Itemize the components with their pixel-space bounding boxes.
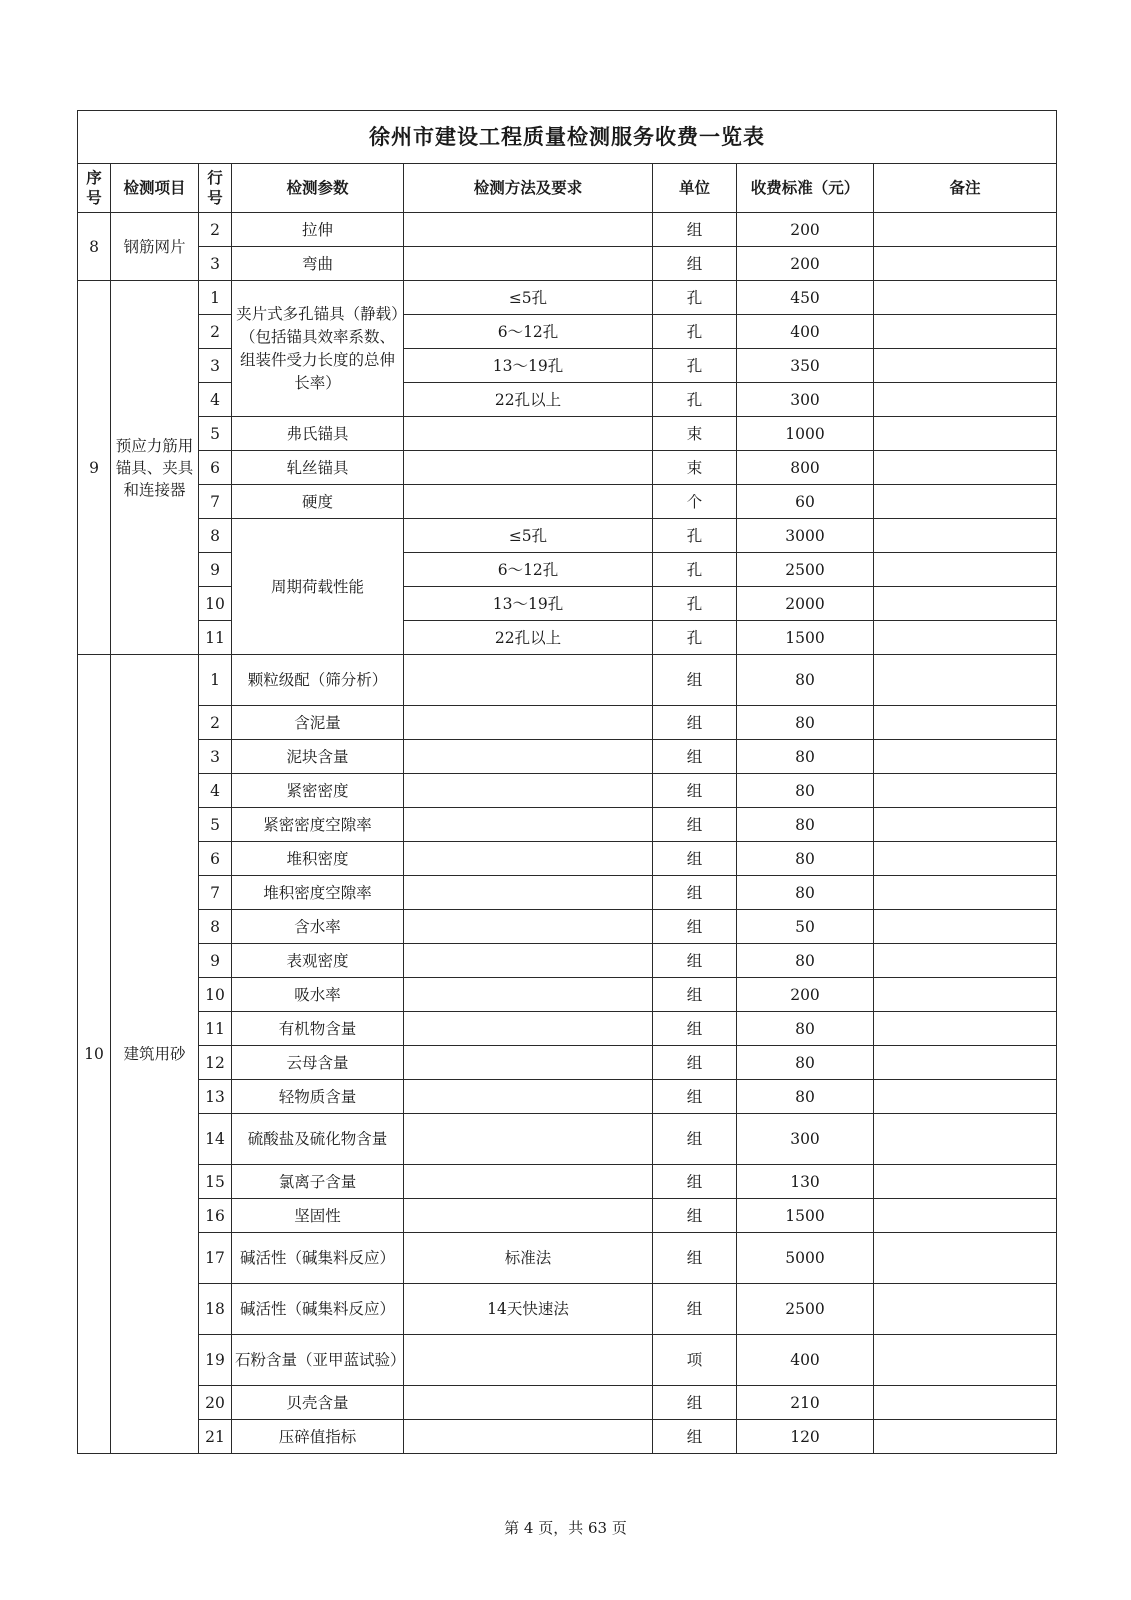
fee-cell: 80 — [737, 1046, 874, 1080]
note-cell — [874, 349, 1057, 383]
table-row — [78, 1080, 1057, 1114]
param-cell: 周期荷载性能 — [232, 519, 404, 655]
method-cell — [404, 910, 653, 944]
table-row — [78, 1012, 1057, 1046]
seq-cell: 9 — [78, 281, 111, 655]
fee-table — [77, 110, 1057, 1454]
fee-cell: 130 — [737, 1165, 874, 1199]
unit-cell: 孔 — [653, 621, 737, 655]
method-cell — [404, 451, 653, 485]
param-cell: 有机物含量 — [232, 1012, 404, 1046]
param-cell: 贝壳含量 — [232, 1386, 404, 1420]
method-cell — [404, 1335, 653, 1386]
method-cell — [404, 417, 653, 451]
param-cell: 吸水率 — [232, 978, 404, 1012]
table-row — [78, 587, 1057, 621]
line-cell: 9 — [199, 553, 232, 587]
fee-cell: 80 — [737, 655, 874, 706]
fee-cell: 80 — [737, 740, 874, 774]
table-row — [78, 808, 1057, 842]
note-cell — [874, 247, 1057, 281]
page-footer: 第 4 页，共 63 页 — [504, 1519, 627, 1537]
method-cell — [404, 978, 653, 1012]
table-row — [78, 1335, 1057, 1386]
method-cell: ≤5孔 — [404, 519, 653, 553]
table-row — [78, 553, 1057, 587]
param-cell: 云母含量 — [232, 1046, 404, 1080]
table-row — [78, 1386, 1057, 1420]
note-cell — [874, 519, 1057, 553]
method-cell — [404, 1199, 653, 1233]
param-cell: 表观密度 — [232, 944, 404, 978]
fee-cell: 50 — [737, 910, 874, 944]
line-cell: 6 — [199, 842, 232, 876]
method-cell — [404, 740, 653, 774]
method-cell — [404, 1012, 653, 1046]
method-cell — [404, 808, 653, 842]
fee-cell: 120 — [737, 1420, 874, 1454]
note-cell — [874, 315, 1057, 349]
note-cell — [874, 706, 1057, 740]
param-cell: 碱活性（碱集料反应） — [232, 1233, 404, 1284]
method-cell — [404, 247, 653, 281]
note-cell — [874, 944, 1057, 978]
fee-cell: 200 — [737, 978, 874, 1012]
item-cell: 建筑用砂 — [111, 655, 199, 1454]
table-row — [78, 842, 1057, 876]
table-row — [78, 315, 1057, 349]
line-cell: 1 — [199, 655, 232, 706]
method-cell: 13～19孔 — [404, 587, 653, 621]
unit-cell: 组 — [653, 1165, 737, 1199]
param-cell: 颗粒级配（筛分析） — [232, 655, 404, 706]
fee-cell: 80 — [737, 842, 874, 876]
note-cell — [874, 587, 1057, 621]
method-cell: 14天快速法 — [404, 1284, 653, 1335]
line-cell: 9 — [199, 944, 232, 978]
unit-cell: 组 — [653, 910, 737, 944]
note-cell — [874, 808, 1057, 842]
fee-cell: 2000 — [737, 587, 874, 621]
header-note: 备注 — [874, 164, 1057, 213]
unit-cell: 孔 — [653, 383, 737, 417]
unit-cell: 组 — [653, 1046, 737, 1080]
line-cell: 5 — [199, 808, 232, 842]
fee-cell: 80 — [737, 808, 874, 842]
table-row — [78, 1233, 1057, 1284]
note-cell — [874, 1335, 1057, 1386]
unit-cell: 孔 — [653, 281, 737, 315]
method-cell — [404, 485, 653, 519]
note-cell — [874, 383, 1057, 417]
header-line: 行号 — [199, 164, 232, 213]
note-cell — [874, 655, 1057, 706]
param-cell: 弗氏锚具 — [232, 417, 404, 451]
line-cell: 3 — [199, 349, 232, 383]
method-cell — [404, 213, 653, 247]
fee-cell: 5000 — [737, 1233, 874, 1284]
param-cell: 夹片式多孔锚具（静载）（包括锚具效率系数、组装件受力长度的总伸长率） — [232, 281, 404, 417]
fee-cell: 80 — [737, 876, 874, 910]
note-cell — [874, 1046, 1057, 1080]
param-cell: 紧密密度空隙率 — [232, 808, 404, 842]
table-row — [78, 1420, 1057, 1454]
unit-cell: 组 — [653, 1114, 737, 1165]
param-cell: 氯离子含量 — [232, 1165, 404, 1199]
fee-cell: 200 — [737, 213, 874, 247]
table-row — [78, 417, 1057, 451]
header-fee: 收费标准（元） — [737, 164, 874, 213]
fee-cell: 1000 — [737, 417, 874, 451]
line-cell: 21 — [199, 1420, 232, 1454]
table-row — [78, 621, 1057, 655]
method-cell — [404, 1080, 653, 1114]
line-cell: 3 — [199, 740, 232, 774]
line-cell: 2 — [199, 706, 232, 740]
param-cell: 弯曲 — [232, 247, 404, 281]
unit-cell: 组 — [653, 213, 737, 247]
unit-cell: 组 — [653, 247, 737, 281]
unit-cell: 孔 — [653, 553, 737, 587]
header-method: 检测方法及要求 — [404, 164, 653, 213]
table-row — [78, 451, 1057, 485]
line-cell: 10 — [199, 978, 232, 1012]
note-cell — [874, 553, 1057, 587]
method-cell: 13～19孔 — [404, 349, 653, 383]
method-cell — [404, 876, 653, 910]
unit-cell: 个 — [653, 485, 737, 519]
line-cell: 15 — [199, 1165, 232, 1199]
fee-cell: 3000 — [737, 519, 874, 553]
fee-cell: 300 — [737, 383, 874, 417]
method-cell: 22孔以上 — [404, 621, 653, 655]
table-row — [78, 706, 1057, 740]
table-row — [78, 519, 1057, 553]
method-cell: ≤5孔 — [404, 281, 653, 315]
param-cell: 堆积密度 — [232, 842, 404, 876]
table-row — [78, 1114, 1057, 1165]
param-cell: 含水率 — [232, 910, 404, 944]
fee-cell: 800 — [737, 451, 874, 485]
unit-cell: 组 — [653, 808, 737, 842]
line-cell: 12 — [199, 1046, 232, 1080]
fee-cell: 80 — [737, 944, 874, 978]
fee-cell: 300 — [737, 1114, 874, 1165]
param-cell: 轧丝锚具 — [232, 451, 404, 485]
seq-cell: 8 — [78, 213, 111, 281]
method-cell — [404, 944, 653, 978]
unit-cell: 组 — [653, 1012, 737, 1046]
unit-cell: 组 — [653, 876, 737, 910]
unit-cell: 孔 — [653, 315, 737, 349]
table-row — [78, 1284, 1057, 1335]
unit-cell: 孔 — [653, 519, 737, 553]
unit-cell: 孔 — [653, 587, 737, 621]
method-cell — [404, 1420, 653, 1454]
method-cell: 22孔以上 — [404, 383, 653, 417]
unit-cell: 组 — [653, 944, 737, 978]
param-cell: 碱活性（碱集料反应） — [232, 1284, 404, 1335]
table-row — [78, 774, 1057, 808]
line-cell: 6 — [199, 451, 232, 485]
unit-cell: 组 — [653, 1284, 737, 1335]
line-cell: 16 — [199, 1199, 232, 1233]
fee-cell: 80 — [737, 774, 874, 808]
table-row — [78, 944, 1057, 978]
fee-cell: 80 — [737, 706, 874, 740]
line-cell: 5 — [199, 417, 232, 451]
note-cell — [874, 1233, 1057, 1284]
note-cell — [874, 978, 1057, 1012]
line-cell: 20 — [199, 1386, 232, 1420]
line-cell: 19 — [199, 1335, 232, 1386]
note-cell — [874, 910, 1057, 944]
method-cell: 标准法 — [404, 1233, 653, 1284]
method-cell: 6～12孔 — [404, 553, 653, 587]
unit-cell: 组 — [653, 706, 737, 740]
table-body — [78, 213, 1057, 1454]
table-row — [78, 281, 1057, 315]
header-item: 检测项目 — [111, 164, 199, 213]
line-cell: 7 — [199, 485, 232, 519]
line-cell: 11 — [199, 1012, 232, 1046]
fee-cell: 350 — [737, 349, 874, 383]
unit-cell: 组 — [653, 842, 737, 876]
param-cell: 紧密密度 — [232, 774, 404, 808]
note-cell — [874, 485, 1057, 519]
unit-cell: 组 — [653, 655, 737, 706]
table-row — [78, 1046, 1057, 1080]
fee-cell: 400 — [737, 315, 874, 349]
note-cell — [874, 740, 1057, 774]
note-cell — [874, 1165, 1057, 1199]
unit-cell: 组 — [653, 740, 737, 774]
param-cell: 硬度 — [232, 485, 404, 519]
note-cell — [874, 451, 1057, 485]
seq-cell: 10 — [78, 655, 111, 1454]
line-cell: 2 — [199, 213, 232, 247]
table-row — [78, 655, 1057, 706]
param-cell: 轻物质含量 — [232, 1080, 404, 1114]
param-cell: 坚固性 — [232, 1199, 404, 1233]
note-cell — [874, 1080, 1057, 1114]
table-row — [78, 213, 1057, 247]
method-cell — [404, 1114, 653, 1165]
unit-cell: 组 — [653, 1233, 737, 1284]
note-cell — [874, 842, 1057, 876]
param-cell: 石粉含量（亚甲蓝试验） — [232, 1335, 404, 1386]
item-cell: 预应力筋用锚具、夹具和连接器 — [111, 281, 199, 655]
table-row — [78, 1199, 1057, 1233]
header-param: 检测参数 — [232, 164, 404, 213]
table-row — [78, 485, 1057, 519]
method-cell — [404, 1165, 653, 1199]
method-cell — [404, 842, 653, 876]
line-cell: 18 — [199, 1284, 232, 1335]
table-row — [78, 349, 1057, 383]
unit-cell: 组 — [653, 774, 737, 808]
note-cell — [874, 213, 1057, 247]
table-row — [78, 876, 1057, 910]
table-row — [78, 910, 1057, 944]
line-cell: 13 — [199, 1080, 232, 1114]
table-row — [78, 978, 1057, 1012]
param-cell: 拉伸 — [232, 213, 404, 247]
param-cell: 堆积密度空隙率 — [232, 876, 404, 910]
header-seq: 序号 — [78, 164, 111, 213]
line-cell: 2 — [199, 315, 232, 349]
fee-cell: 60 — [737, 485, 874, 519]
fee-cell: 1500 — [737, 621, 874, 655]
line-cell: 3 — [199, 247, 232, 281]
param-cell: 含泥量 — [232, 706, 404, 740]
unit-cell: 项 — [653, 1335, 737, 1386]
fee-cell: 2500 — [737, 1284, 874, 1335]
table-row — [78, 740, 1057, 774]
note-cell — [874, 774, 1057, 808]
fee-cell: 200 — [737, 247, 874, 281]
param-cell: 压碎值指标 — [232, 1420, 404, 1454]
note-cell — [874, 1420, 1057, 1454]
header-unit: 单位 — [653, 164, 737, 213]
method-cell — [404, 655, 653, 706]
note-cell — [874, 876, 1057, 910]
fee-cell: 1500 — [737, 1199, 874, 1233]
fee-cell: 2500 — [737, 553, 874, 587]
line-cell: 11 — [199, 621, 232, 655]
method-cell — [404, 1386, 653, 1420]
item-cell: 钢筋网片 — [111, 213, 199, 281]
line-cell: 4 — [199, 774, 232, 808]
fee-cell: 80 — [737, 1012, 874, 1046]
method-cell: 6～12孔 — [404, 315, 653, 349]
fee-cell: 80 — [737, 1080, 874, 1114]
method-cell — [404, 774, 653, 808]
fee-cell: 210 — [737, 1386, 874, 1420]
unit-cell: 组 — [653, 1080, 737, 1114]
note-cell — [874, 621, 1057, 655]
table-row — [78, 247, 1057, 281]
note-cell — [874, 281, 1057, 315]
param-cell: 硫酸盐及硫化物含量 — [232, 1114, 404, 1165]
line-cell: 8 — [199, 519, 232, 553]
note-cell — [874, 1284, 1057, 1335]
note-cell — [874, 417, 1057, 451]
fee-cell: 450 — [737, 281, 874, 315]
unit-cell: 束 — [653, 417, 737, 451]
unit-cell: 组 — [653, 978, 737, 1012]
note-cell — [874, 1199, 1057, 1233]
line-cell: 1 — [199, 281, 232, 315]
note-cell — [874, 1012, 1057, 1046]
unit-cell: 束 — [653, 451, 737, 485]
method-cell — [404, 1046, 653, 1080]
table-row — [78, 383, 1057, 417]
note-cell — [874, 1386, 1057, 1420]
line-cell: 10 — [199, 587, 232, 621]
table-row — [78, 1165, 1057, 1199]
unit-cell: 组 — [653, 1420, 737, 1454]
line-cell: 4 — [199, 383, 232, 417]
note-cell — [874, 1114, 1057, 1165]
unit-cell: 孔 — [653, 349, 737, 383]
unit-cell: 组 — [653, 1386, 737, 1420]
param-cell: 泥块含量 — [232, 740, 404, 774]
line-cell: 7 — [199, 876, 232, 910]
line-cell: 17 — [199, 1233, 232, 1284]
fee-cell: 400 — [737, 1335, 874, 1386]
table-title: 徐州市建设工程质量检测服务收费一览表 — [78, 111, 1057, 164]
unit-cell: 组 — [653, 1199, 737, 1233]
line-cell: 14 — [199, 1114, 232, 1165]
line-cell: 8 — [199, 910, 232, 944]
method-cell — [404, 706, 653, 740]
